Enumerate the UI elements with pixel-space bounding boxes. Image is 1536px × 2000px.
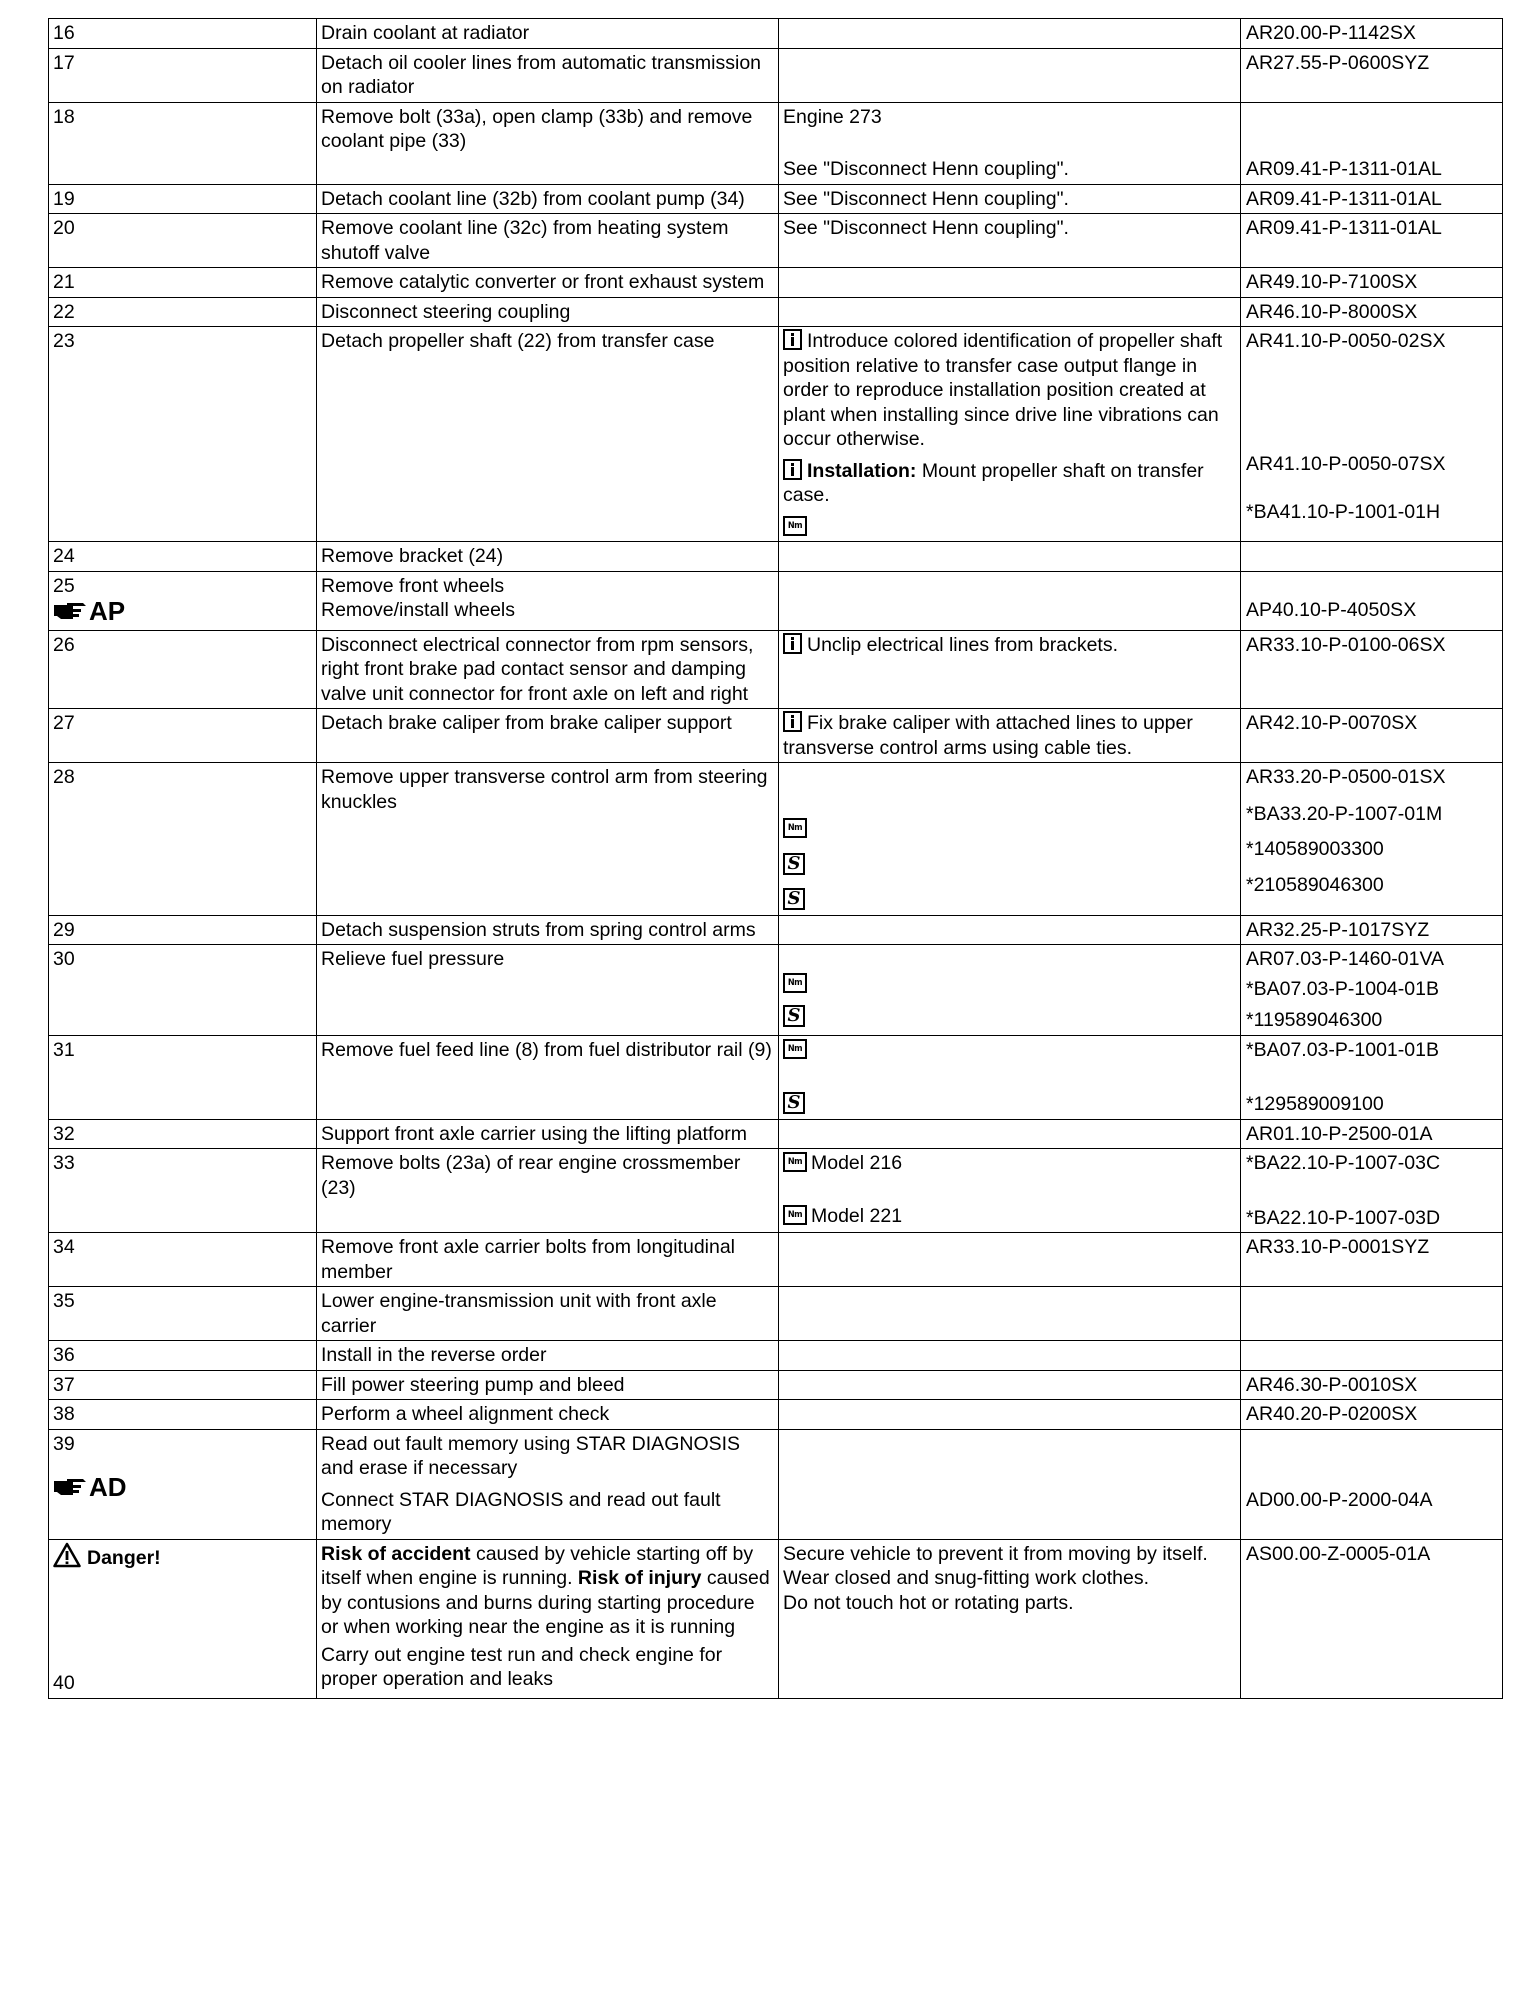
step-number: 20 xyxy=(49,214,317,268)
info-icon xyxy=(783,459,802,480)
task-text: Remove front axle carrier bolts from longitudinal member xyxy=(317,1233,779,1287)
info-icon xyxy=(783,633,802,654)
note-cell xyxy=(779,1341,1241,1371)
reference-code: AR09.41-P-1311-01AL xyxy=(1241,184,1503,214)
note-cell xyxy=(779,1119,1241,1149)
note-item xyxy=(783,1151,1235,1176)
note-item xyxy=(783,711,1235,760)
reference-code: AR49.10-P-7100SX xyxy=(1241,268,1503,298)
note-text: Fix brake caliper with attached lines to upper transverse control arms using cable ties. xyxy=(783,712,1193,759)
table-row xyxy=(49,268,1503,298)
note-cell xyxy=(779,945,1241,1036)
note-item xyxy=(783,972,1235,997)
danger-plain: caused by contusions and burns during starting procedure or when working near the engine as it is running xyxy=(321,1567,770,1638)
note-text: Model 216 xyxy=(811,1152,903,1174)
note-cell xyxy=(779,1149,1241,1233)
hand-pointer-label xyxy=(53,598,125,624)
task-text: Remove bracket (24) xyxy=(317,542,779,572)
note-cell xyxy=(779,268,1241,298)
task-text: Connect STAR DIAGNOSIS and read out fault memory xyxy=(321,1488,721,1535)
task-text: Detach propeller shaft (22) from transfer case xyxy=(317,327,779,542)
note-cell xyxy=(779,19,1241,49)
note-item xyxy=(783,888,1235,913)
task-text: Remove front wheels xyxy=(321,574,505,597)
step-number: 32 xyxy=(49,1119,317,1149)
info-icon xyxy=(783,329,802,350)
table-row xyxy=(49,1400,1503,1430)
step-cell xyxy=(49,1429,317,1539)
pointing-hand-icon xyxy=(53,601,87,621)
task-text: Remove upper transverse control arm from steering knuckles xyxy=(317,763,779,916)
danger-bold: Risk of injury xyxy=(577,1567,702,1589)
reference-code: AR42.10-P-0070SX xyxy=(1241,709,1503,763)
note-item xyxy=(783,329,1235,452)
note-cell xyxy=(779,630,1241,709)
reference-code: AR41.10-P-0050-02SX xyxy=(1246,330,1446,352)
reference-code: AR33.10-P-0001SYZ xyxy=(1241,1233,1503,1287)
step-number: 29 xyxy=(49,915,317,945)
step-number: 25 xyxy=(53,574,75,597)
table-row xyxy=(49,1429,1503,1539)
reference-code: AR09.41-P-1311-01AL xyxy=(1246,157,1442,180)
task-text: Relieve fuel pressure xyxy=(317,945,779,1036)
note-cell xyxy=(779,1539,1241,1698)
reference-cell xyxy=(1241,1429,1503,1539)
task-text: Detach suspension struts from spring control arms xyxy=(317,915,779,945)
step-number: 17 xyxy=(49,48,317,102)
table-row xyxy=(49,1370,1503,1400)
step-number: 38 xyxy=(49,1400,317,1430)
info-icon xyxy=(783,711,802,732)
table-row xyxy=(49,327,1503,542)
step-number: 23 xyxy=(49,327,317,542)
reference-code: AR32.25-P-1017SYZ xyxy=(1241,915,1503,945)
danger-label xyxy=(53,1542,311,1571)
table-row xyxy=(49,1287,1503,1341)
step-cell xyxy=(49,571,317,630)
reference-code: AP40.10-P-4050SX xyxy=(1246,598,1417,621)
step-number: 30 xyxy=(49,945,317,1036)
step-number: 24 xyxy=(49,542,317,572)
reference-code: AR27.55-P-0600SYZ xyxy=(1241,48,1503,102)
warning-triangle-icon xyxy=(53,1542,81,1568)
danger-plain: caused by vehicle starting off by itself when engine is running. xyxy=(321,1542,754,1589)
reference-code: AR33.20-P-0500-01SX xyxy=(1246,766,1446,788)
note-cell xyxy=(779,297,1241,327)
reference-code: AR41.10-P-0050-07SX xyxy=(1246,452,1446,475)
table-row xyxy=(49,1341,1503,1371)
reference-code: *BA22.10-P-1007-03C xyxy=(1246,1152,1441,1174)
danger-bold: Risk of accident xyxy=(321,1542,471,1565)
table-row xyxy=(49,571,1503,630)
note-text: See "Disconnect Henn coupling". xyxy=(779,184,1241,214)
torque-nm-icon: Nm xyxy=(783,516,807,536)
reference-code: *210589046300 xyxy=(1246,873,1384,896)
task-text: Install in the reverse order xyxy=(317,1341,779,1371)
table-row xyxy=(49,214,1503,268)
reference-code: *BA41.10-P-1001-01H xyxy=(1246,501,1441,523)
step-number: 22 xyxy=(49,297,317,327)
note-text: Introduce colored identification of propeller shaft position relative to transfer case output flange in order to reproduce installation position created at plant when installing since drive line vibrations can occur otherwise. xyxy=(783,330,1223,450)
task-text: Detach brake caliper from brake caliper support xyxy=(317,709,779,763)
note-bold-label: Installation: xyxy=(807,459,917,482)
table-row xyxy=(49,763,1503,916)
note-item xyxy=(783,1005,1235,1030)
task-text: Support front axle carrier using the lifting platform xyxy=(317,1119,779,1149)
note-text: Unclip electrical lines from brackets. xyxy=(807,633,1119,656)
note-cell xyxy=(779,763,1241,916)
task-text: Read out fault memory using STAR DIAGNOSIS and erase if necessary xyxy=(321,1432,741,1479)
task-text: Detach oil cooler lines from automatic transmission on radiator xyxy=(317,48,779,102)
torque-nm-icon: Nm xyxy=(783,1205,807,1225)
note-cell xyxy=(779,1370,1241,1400)
table-row xyxy=(49,630,1503,709)
table-row xyxy=(49,1149,1503,1233)
task-cell xyxy=(317,571,779,630)
step-number: 34 xyxy=(49,1233,317,1287)
note-cell xyxy=(779,542,1241,572)
step-number: 33 xyxy=(49,1149,317,1233)
note-cell xyxy=(779,48,1241,102)
reference-cell xyxy=(1241,1035,1503,1119)
torque-nm-icon: Nm xyxy=(783,973,807,993)
reference-code: AR09.41-P-1311-01AL xyxy=(1241,214,1503,268)
note-cell xyxy=(779,102,1241,184)
task-text: Lower engine-transmission unit with front axle carrier xyxy=(317,1287,779,1341)
table-row xyxy=(49,297,1503,327)
reference-code: AS00.00-Z-0005-01A xyxy=(1241,1539,1503,1698)
reference-cell xyxy=(1241,327,1503,542)
table-row xyxy=(49,915,1503,945)
reference-code: *129589009100 xyxy=(1246,1093,1384,1115)
note-item xyxy=(783,515,1235,540)
task-cell xyxy=(317,1429,779,1539)
note-text: See "Disconnect Henn coupling". xyxy=(783,158,1069,180)
torque-nm-icon: Nm xyxy=(783,1039,807,1059)
step-number: 26 xyxy=(49,630,317,709)
reference-cell xyxy=(1241,542,1503,572)
task-text: Disconnect steering coupling xyxy=(317,297,779,327)
note-text: Secure vehicle to prevent it from moving by itself. xyxy=(783,1542,1208,1565)
reference-code: AR01.10-P-2500-01A xyxy=(1241,1119,1503,1149)
danger-text: Danger! xyxy=(87,1546,161,1569)
note-cell xyxy=(779,571,1241,630)
note-text: Do not touch hot or rotating parts. xyxy=(783,1591,1074,1614)
hand-pointer-text: AP xyxy=(89,596,126,626)
task-text: Fill power steering pump and bleed xyxy=(317,1370,779,1400)
reference-cell xyxy=(1241,571,1503,630)
reference-cell xyxy=(1241,763,1503,916)
reference-cell xyxy=(1241,1341,1503,1371)
note-cell xyxy=(779,709,1241,763)
special-tool-icon: S xyxy=(783,853,805,875)
task-text: Remove fuel feed line (8) from fuel distributor rail (9) xyxy=(317,1035,779,1119)
note-text: Model 221 xyxy=(811,1204,903,1227)
step-number: 16 xyxy=(49,19,317,49)
note-item xyxy=(783,853,1235,878)
note-cell xyxy=(779,327,1241,542)
step-number: 18 xyxy=(49,102,317,184)
task-text: Remove catalytic converter or front exhaust system xyxy=(317,268,779,298)
step-number: 39 xyxy=(53,1432,75,1455)
note-item xyxy=(783,633,1235,658)
hand-pointer-text: AD xyxy=(89,1472,127,1502)
note-item xyxy=(783,1092,1235,1117)
table-row xyxy=(49,102,1503,184)
danger-warning-text xyxy=(321,1542,773,1640)
reference-code: AR46.30-P-0010SX xyxy=(1241,1370,1503,1400)
task-cell xyxy=(317,1539,779,1698)
table-row xyxy=(49,709,1503,763)
reference-code: AD00.00-P-2000-04A xyxy=(1246,1488,1433,1511)
step-number: 19 xyxy=(49,184,317,214)
note-item xyxy=(783,817,1235,842)
reference-code: *BA33.20-P-1007-01M xyxy=(1246,802,1443,825)
table-row xyxy=(49,1035,1503,1119)
reference-cell xyxy=(1241,1287,1503,1341)
task-text: Remove bolts (23a) of rear engine crossmember (23) xyxy=(317,1149,779,1233)
reference-cell xyxy=(1241,102,1503,184)
note-cell xyxy=(779,1400,1241,1430)
step-number: 27 xyxy=(49,709,317,763)
reference-code: AR20.00-P-1142SX xyxy=(1241,19,1503,49)
table-row xyxy=(49,19,1503,49)
step-number: 28 xyxy=(49,763,317,916)
note-cell xyxy=(779,915,1241,945)
reference-code: *119589046300 xyxy=(1246,1009,1383,1031)
pointing-hand-icon xyxy=(53,1477,87,1497)
note-text: Mount propeller shaft on transfer case. xyxy=(783,459,1204,506)
note-cell xyxy=(779,1233,1241,1287)
reference-code: *140589003300 xyxy=(1246,838,1384,860)
reference-code: AR46.10-P-8000SX xyxy=(1241,297,1503,327)
table-row xyxy=(49,48,1503,102)
step-number: 36 xyxy=(49,1341,317,1371)
note-text: Engine 273 xyxy=(783,105,882,128)
reference-code: *BA07.03-P-1004-01B xyxy=(1246,977,1439,1000)
special-tool-icon: S xyxy=(783,888,805,910)
note-cell xyxy=(779,1035,1241,1119)
table-row xyxy=(49,1539,1503,1698)
table-row xyxy=(49,1233,1503,1287)
procedure-table xyxy=(48,18,1503,1699)
note-item xyxy=(783,1038,1235,1063)
note-cell xyxy=(779,1429,1241,1539)
step-number: 21 xyxy=(49,268,317,298)
note-text: Wear closed and snug-fitting work clothes. xyxy=(783,1567,1149,1589)
task-text: Remove/install wheels xyxy=(321,599,516,621)
task-text: Carry out engine test run and check engine for proper operation and leaks xyxy=(321,1643,723,1690)
note-item xyxy=(783,459,1235,508)
step-number: 31 xyxy=(49,1035,317,1119)
torque-nm-icon: Nm xyxy=(783,1152,807,1172)
hand-pointer-label xyxy=(53,1474,127,1500)
table-row xyxy=(49,1119,1503,1149)
note-cell xyxy=(779,1287,1241,1341)
special-tool-icon: S xyxy=(783,1005,805,1027)
task-text: Perform a wheel alignment check xyxy=(317,1400,779,1430)
task-text: Drain coolant at radiator xyxy=(317,19,779,49)
task-text: Detach coolant line (32b) from coolant pump (34) xyxy=(317,184,779,214)
step-number: 35 xyxy=(49,1287,317,1341)
step-number: 40 xyxy=(53,1672,75,1694)
special-tool-icon: S xyxy=(783,1092,805,1114)
reference-code: *BA07.03-P-1001-01B xyxy=(1246,1038,1439,1061)
reference-code: AR40.20-P-0200SX xyxy=(1241,1400,1503,1430)
reference-code: *BA22.10-P-1007-03D xyxy=(1246,1206,1441,1229)
reference-cell xyxy=(1241,1149,1503,1233)
note-text: See "Disconnect Henn coupling". xyxy=(779,214,1241,268)
reference-code: AR07.03-P-1460-01VA xyxy=(1246,948,1445,970)
reference-cell xyxy=(1241,945,1503,1036)
table-row xyxy=(49,945,1503,1036)
reference-code: AR33.10-P-0100-06SX xyxy=(1241,630,1503,709)
step-number: 37 xyxy=(49,1370,317,1400)
task-text: Remove bolt (33a), open clamp (33b) and remove coolant pipe (33) xyxy=(317,102,779,184)
task-text: Remove coolant line (32c) from heating system shutoff valve xyxy=(317,214,779,268)
note-item xyxy=(783,1204,1235,1229)
task-text: Disconnect electrical connector from rpm sensors, right front brake pad contact sensor and damping valve unit connector for front axle on left and right xyxy=(317,630,779,709)
table-row xyxy=(49,184,1503,214)
table-row xyxy=(49,542,1503,572)
step-cell xyxy=(49,1539,317,1698)
torque-nm-icon: Nm xyxy=(783,818,807,838)
